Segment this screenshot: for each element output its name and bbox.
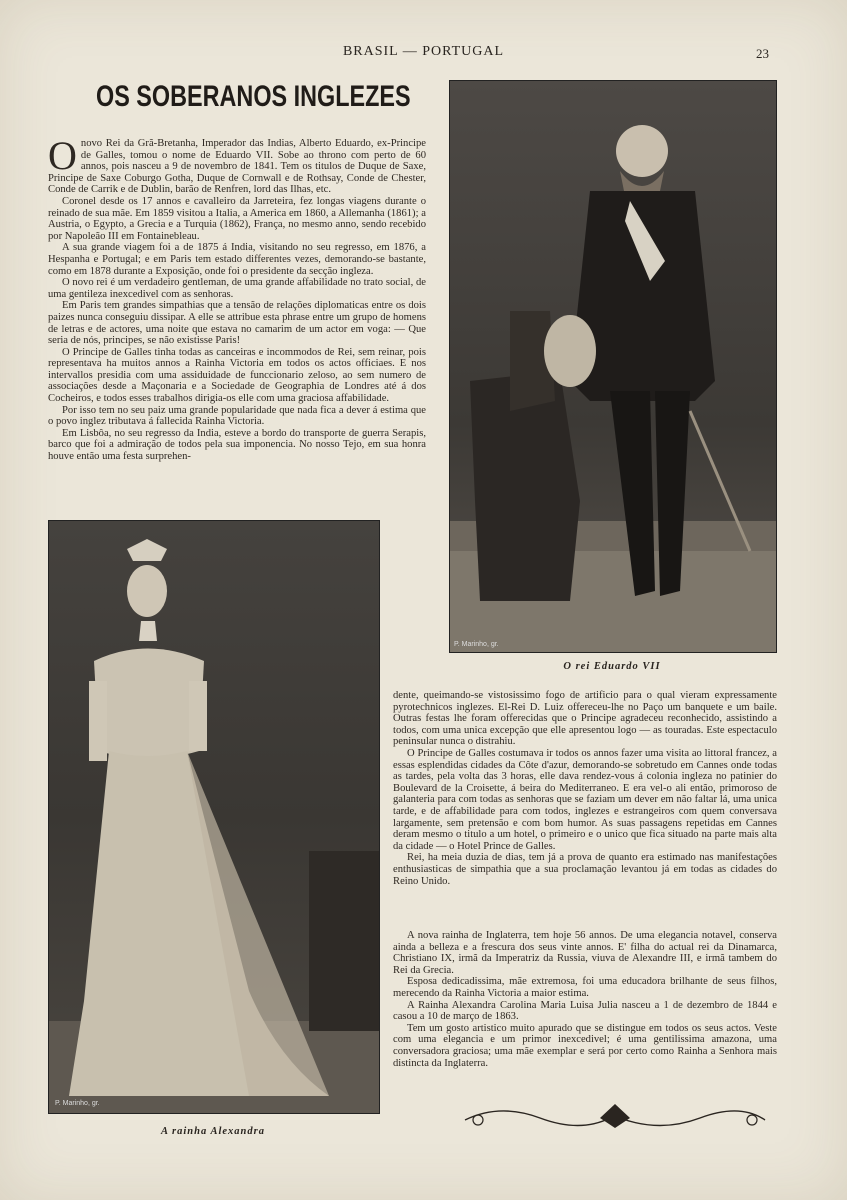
paragraph: Rei, ha meia duzia de dias, tem já a prova de quanto era estimado nas manifestações enthusiasticas de simpathia que a sua proclamação levantou já em todas as cidades do Reino Unido. bbox=[393, 852, 777, 887]
paragraph: O Principe de Galles costumava ir todos os annos fazer uma visita ao littoral francez, a essas esplendidas cidades da Côte d'azur, demorando-se sobretudo em Cannes onde todas as tardes, pela volta das 3 horas, elle dava rendez-vous á colonia ingleza no patinier do Boulevard de la Croisette, á beira do Mediterraneo. E era vel-o ali então, primoroso de galanteria para com todas as senhoras que se faziam um dever em não faltar lá, uma unica tarde, e de affabilidade para com todos, inglezes e estrangeiros com quem conversava largamente, sem pretensão e com bom humor. As suas passagens repetidas em Cannes deram mesmo o titulo a um hotel, o primeiro e o unico que fica situado na parte mais alta da cidade — o Hotel Prince de Galles. bbox=[393, 747, 777, 852]
king-figure-illustration bbox=[450, 81, 776, 652]
paragraph: dente, queimando-se vistosissimo fogo de artificio para o qual vieram expressamente pyrotechnicos inglezes. El-Rei D. Luiz offereceu-lhe no Paço um banquete e um baile. Outras festas lhe foram offerecidas que o Principe agradeceu reconhecido, assistindo a todos, com uma unica excepção que elle apresentou logo — as touradas. Este espectaculo peninsular nunca o distrahiu. bbox=[393, 690, 777, 748]
page-number: 23 bbox=[756, 46, 769, 61]
paragraph: Tem um gosto artistico muito apurado que se distingue em todos os seus actos. Veste com uma elegancia e um primor inexcedivel; é uma gentilissima amazona, uma conversadora graciosa; uma mãe exemplar e será por certo como Rainha a Senhora mais distincta da Inglaterra. bbox=[393, 1022, 777, 1069]
photo-credit: P. Marinho, gr. bbox=[454, 641, 499, 648]
article-column-right-upper bbox=[393, 690, 777, 887]
paragraph: Em Lisbôa, no seu regresso da India, esteve a bordo do transporte de guerra Serapis, barco que foi a admiração de todos pela sua imponencia. No nosso Tejo, em sua honra houve então uma festa surprehen- bbox=[48, 427, 426, 463]
paragraph: Por isso tem no seu paiz uma grande popularidade que nada fica a dever á estima que o povo inglez tributava á fallecida Rainha Victoria. bbox=[48, 404, 426, 428]
article-column-right-lower bbox=[393, 930, 777, 1069]
paragraph: Onovo Rei da Grã-Bretanha, Imperador das Indias, Alberto Eduardo, ex-Principe de Galles, tomou o nome de Eduardo VII. Sobe ao throno com perto de 60 annos, pois nasceu a 9 de novembro de 1841. Tem os titulos de Duque de Saxe, Principe de Saxe Coburgo Gotha, Duque de Cornwall e de Rothsay, Conde de Chester, Conde de Carrik e de Dublin, barão de Renfren, lord das Ilhas, etc. bbox=[48, 133, 426, 196]
paragraph: A sua grande viagem foi a de 1875 á India, visitando no seu regresso, em 1876, a Hespanha e Portugal; e em Paris tem estado differentes vezes, demorando-se bastante, como em 1878 durante a Exposição, onde foi o presidente da secção ingleza. bbox=[48, 242, 426, 277]
queen-caption: A rainha Alexandra bbox=[161, 1126, 265, 1137]
decorative-flourish-ornament bbox=[460, 1098, 770, 1138]
paragraph: Em Paris tem grandes simpathias que a tensão de relações diplomaticas entre os dois paizes nunca conseguiu dissipar. A elle se attribue esta phrase entre um grupo de homens de letras e de actores, uma noite que estava no camarim de um actor em voga: — Que seria de nós, principes, se não existisse Paris! bbox=[48, 300, 426, 347]
article-column-left bbox=[48, 133, 426, 463]
paragraph: Coronel desde os 17 annos e cavalleiro da Jarreteira, fez longas viagens durante o reinado de sua mãe. Em 1859 visitou a Italia, a America em 1860, a Allemanha (1861); a Austria, o Egypto, a Grecia e a Turquia (1862), França, no mesmo anno, sendo recebido por Napoleão III em Fontainebleau. bbox=[48, 195, 426, 242]
king-caption: O rei Eduardo VII bbox=[563, 661, 661, 672]
paragraph: A Rainha Alexandra Carolina Maria Luisa Julia nasceu a 1 de dezembro de 1844 e casou a 10 de março de 1863. bbox=[393, 999, 777, 1023]
paragraph: O novo rei é um verdadeiro gentleman, de uma grande affabilidade no trato social, de uma gentileza inexcedivel com as senhoras. bbox=[48, 277, 426, 300]
queen-photograph bbox=[48, 520, 380, 1114]
king-photograph bbox=[449, 80, 777, 653]
running-header: BRASIL — PORTUGAL bbox=[342, 44, 505, 59]
photo-credit: P. Marinho, gr. bbox=[55, 1100, 100, 1107]
article-title: OS SOBERANOS INGLEZES bbox=[96, 80, 411, 113]
queen-figure-illustration bbox=[49, 521, 379, 1113]
paragraph: O Principe de Galles tinha todas as canceiras e incommodos de Rei, sem reinar, pois representava ha muitos annos a Rainha Victoria em todos os actos officiaes. E nos intervallos presidia com uma assiduidade de funccionario zeloso, ao sem numero de associações desde a Maçonaria e a Sociedade de Geographia de Londres até á dos Cocheiros, e todos esses trabalhos dirigia-os elle com uma graciosa affabilidade. bbox=[48, 346, 426, 405]
drop-cap: O bbox=[48, 133, 77, 178]
paragraph: Esposa dedicadissima, mãe extremosa, foi uma educadora brilhante de seus filhos, merecendo da Rainha Victoria a maior estima. bbox=[393, 976, 777, 999]
paragraph: A nova rainha de Inglaterra, tem hoje 56 annos. De uma elegancia notavel, conserva ainda a belleza e a frescura dos seus vinte annos. E' filha do actual rei da Dinamarca, Christiano IX, irmã da Imperatriz da Russia, viuva de Alexandre III, e irmã tambem do Rei da Grecia. bbox=[393, 930, 777, 976]
